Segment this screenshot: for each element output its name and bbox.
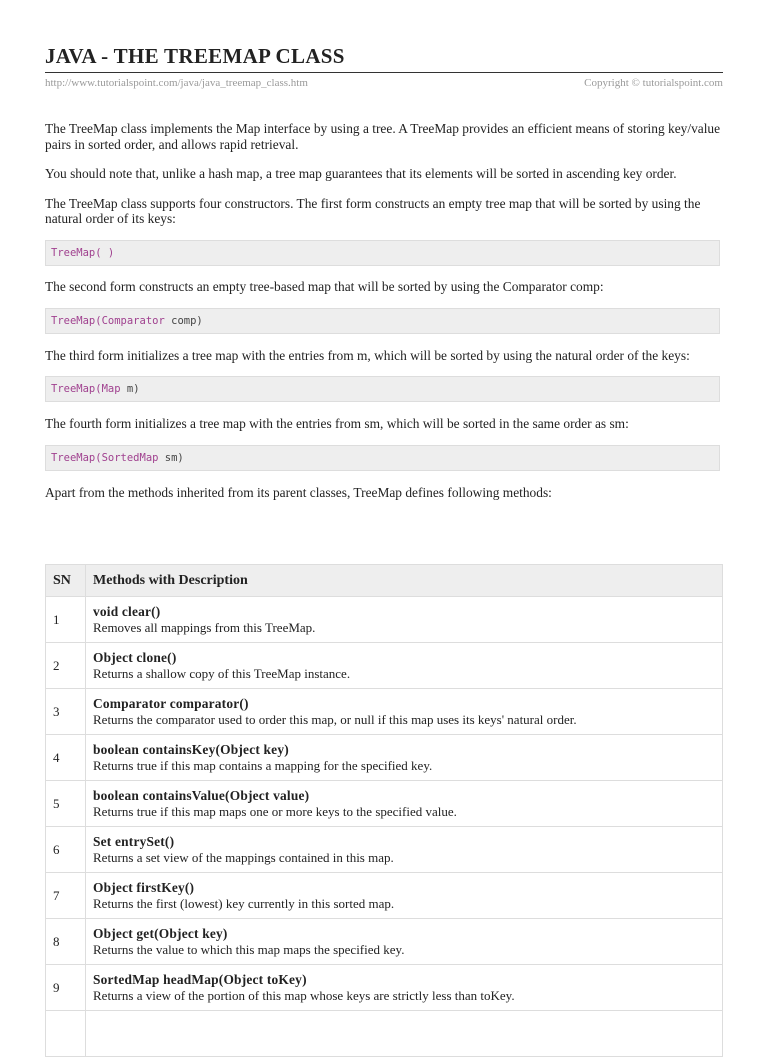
row-sn: 8: [46, 919, 86, 965]
code-keyword: TreeMap(Map: [51, 383, 121, 396]
method-signature: Comparator comparator(): [93, 696, 249, 711]
code-args: comp): [164, 314, 203, 327]
method-description: Returns true if this map maps one or more keys to the specified value.: [93, 804, 457, 819]
paragraph-fourth-form: The fourth form initializes a tree map with the entries from sm, which will be sorted in the same order as sm:: [45, 416, 629, 432]
method-signature: boolean containsValue(Object value): [93, 788, 310, 803]
table-header-row: [46, 565, 723, 597]
code-args: sm): [158, 451, 184, 464]
method-description: Returns a view of the portion of this map whose keys are strictly less than toKey.: [93, 988, 515, 1003]
row-method-cell: [86, 643, 723, 689]
title-rule: [45, 72, 723, 73]
row-method-cell: [86, 827, 723, 873]
copyright-notice: Copyright © tutorialspoint.com: [584, 77, 723, 89]
row-sn: 3: [46, 689, 86, 735]
row-sn: 1: [46, 597, 86, 643]
paragraph-constructors: The TreeMap class supports four constructors. The first form constructs an empty tree map that will be sorted by using the natural order of its keys:: [45, 195, 701, 227]
row-sn: 7: [46, 873, 86, 919]
method-signature: Set entrySet(): [93, 834, 175, 849]
row-sn: 9: [46, 965, 86, 1011]
table-row: [46, 689, 723, 735]
table-row: [46, 827, 723, 873]
code-keyword: TreeMap(SortedMap: [51, 451, 159, 464]
method-description: Returns a set view of the mappings contained in this map.: [93, 850, 394, 865]
method-signature: Object get(Object key): [93, 926, 228, 941]
method-signature: void clear(): [93, 604, 161, 619]
table-row: [46, 597, 723, 643]
method-signature: boolean containsKey(Object key): [93, 742, 289, 757]
code-keyword: TreeMap( ): [51, 246, 115, 259]
paragraph-methods-intro: Apart from the methods inherited from its parent classes, TreeMap defines following methods:: [45, 484, 552, 500]
row-method-cell: [86, 689, 723, 735]
method-description: Returns a shallow copy of this TreeMap instance.: [93, 666, 351, 681]
method-signature: Object firstKey(): [93, 880, 195, 895]
paragraph-ordering: You should note that, unlike a hash map, a tree map guarantees that its elements will be sorted in ascending key order.: [45, 166, 677, 182]
method-signature: Object clone(): [93, 650, 177, 665]
page-title: JAVA - THE TREEMAP CLASS: [45, 44, 345, 68]
code-block-constructor-3: [45, 376, 720, 402]
table-row: [46, 643, 723, 689]
method-description: Removes all mappings from this TreeMap.: [93, 620, 316, 635]
code-block-constructor-2: [45, 308, 720, 334]
table-row-partial: [46, 1011, 723, 1057]
table-row: [46, 873, 723, 919]
row-method-cell: [86, 965, 723, 1011]
paragraph-second-form: The second form constructs an empty tree-based map that will be sorted by using the Comparator comp:: [45, 278, 604, 294]
method-description: Returns the comparator used to order this map, or null if this map uses its keys' natural order.: [93, 712, 577, 727]
table-row: [46, 781, 723, 827]
method-description: Returns the first (lowest) key currently in this sorted map.: [93, 896, 395, 911]
methods-table: [45, 564, 723, 1057]
source-url: http://www.tutorialspoint.com/java/java_treemap_class.htm: [45, 77, 308, 89]
row-method-cell: [86, 919, 723, 965]
table-row: [46, 735, 723, 781]
code-args: m): [120, 383, 140, 396]
row-method-cell: [86, 597, 723, 643]
row-sn: 6: [46, 827, 86, 873]
method-description: Returns the value to which this map maps the specified key.: [93, 942, 405, 957]
row-method-cell-empty: [86, 1011, 723, 1057]
row-sn-empty: [46, 1011, 86, 1057]
row-sn: 4: [46, 735, 86, 781]
header-methods: Methods with Description: [86, 565, 723, 597]
row-method-cell: [86, 735, 723, 781]
method-signature: SortedMap headMap(Object toKey): [93, 972, 307, 987]
code-block-constructor-1: [45, 240, 720, 266]
table-row: [46, 965, 723, 1011]
article-body: [45, 121, 721, 500]
code-keyword: TreeMap(Comparator: [51, 314, 165, 327]
method-description: Returns true if this map contains a mapping for the specified key.: [93, 758, 433, 773]
header-sn: SN: [46, 565, 86, 597]
row-method-cell: [86, 781, 723, 827]
code-block-constructor-4: [45, 445, 720, 471]
row-method-cell: [86, 873, 723, 919]
row-sn: 5: [46, 781, 86, 827]
table-row: [46, 919, 723, 965]
paragraph-intro: The TreeMap class implements the Map interface by using a tree. A TreeMap provides an efficient means of storing key/value pairs in sorted order, and allows rapid retrieval.: [45, 121, 721, 152]
paragraph-third-form: The third form initializes a tree map with the entries from m, which will be sorted by using the natural order of the keys:: [45, 347, 690, 363]
row-sn: 2: [46, 643, 86, 689]
